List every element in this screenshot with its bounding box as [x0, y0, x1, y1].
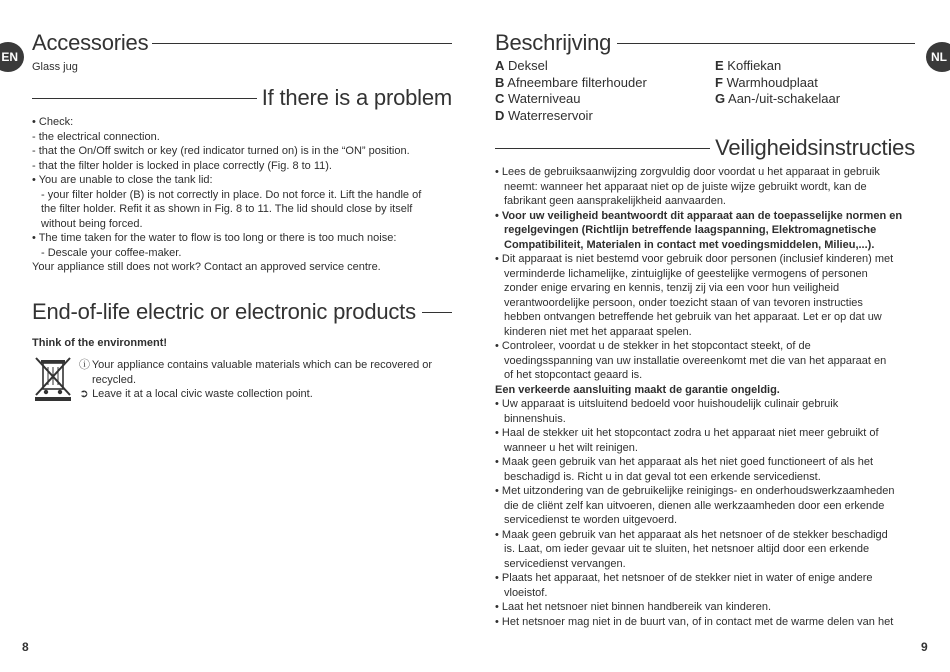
safety-line: • Het netsnoer mag niet in de buurt van, of in contact met de warme delen van het — [495, 615, 894, 628]
safety-line: die de cliënt zelf kan uitvoeren, dienen alle werkzaamheden door een erkende — [504, 499, 885, 512]
eol-info — [79, 358, 459, 402]
safety-heading — [495, 135, 915, 161]
crossed-bin-icon — [33, 355, 73, 401]
safety-line: voedingsspanning van uw installatie overeenkomt met die van het apparaat en — [504, 354, 887, 367]
part-item: F Warmhoudplaat — [715, 74, 818, 90]
info-icon: ⓘ — [79, 359, 90, 371]
safety-line: regelgevingen (Richtlijn betreffende laagspanning, Elektromagnetische — [504, 224, 877, 236]
problem-line: the filter holder. Refit it as shown in Fig. 8 to 11. The lid should close by itself — [41, 203, 413, 215]
safety-line: Compatibiliteit, Materialen in contact met voedingsmiddelen, Milieu,...). — [504, 238, 875, 251]
part-item: E Koffiekan — [715, 58, 782, 73]
part-item: A Deksel — [495, 58, 548, 73]
accessories-heading — [32, 30, 452, 56]
safety-line: is. Laat, om ieder gevaar uit te sluiten, het netsnoer altijd door een erkende — [504, 543, 870, 555]
problem-line: Your appliance still does not work? Contact an approved service centre. — [32, 261, 381, 273]
problem-heading — [32, 85, 452, 111]
eol-subtitle: Think of the environment! — [32, 337, 168, 349]
problem-line: • Check: — [32, 116, 74, 128]
safety-line: • Haal de stekker uit het stopcontact zodra u het apparaat niet meer gebruikt of — [495, 427, 879, 439]
safety-line: beschadigd is. Richt u in dat geval tot een erkende servicedienst. — [504, 470, 821, 483]
problem-line: - the electrical connection. — [32, 130, 160, 143]
page-number: 8 — [22, 640, 29, 654]
safety-line: • Voor uw veiligheid beantwoordt dit apparaat aan de toepasselijke normen en — [495, 209, 903, 222]
page-right — [475, 0, 950, 672]
heading-rule — [422, 312, 452, 313]
problem-line: • The time taken for the water to flow is too long or there is too much noise: — [32, 232, 397, 244]
safety-title: Veiligheidsinstructies — [715, 135, 915, 160]
parts-column-right — [715, 58, 840, 108]
safety-line: • Plaats het apparaat, het netsnoer of de stekker niet in water of enige andere — [495, 572, 873, 584]
parts-column-left — [495, 58, 647, 124]
problem-list — [32, 115, 457, 275]
eol-heading — [32, 299, 452, 325]
language-tab-nl: NL — [926, 42, 950, 72]
eol-line: recycled. — [92, 373, 137, 386]
part-item: C Waterniveau — [495, 91, 581, 106]
problem-line: - that the On/Off switch or key (red indicator turned on) is in the “ON” position. — [32, 145, 410, 157]
safety-line: • Controleer, voordat u de stekker in het stopcontact steekt, of de — [495, 340, 811, 352]
safety-line: vloeistof. — [504, 586, 548, 599]
problem-line: • You are unable to close the tank lid: — [32, 174, 213, 186]
problem-line: - that the filter holder is locked in place correctly (Fig. 8 to 11). — [32, 159, 332, 172]
language-tab-en: EN — [0, 42, 24, 72]
safety-line: • Laat het netsnoer niet binnen handbereik van kinderen. — [495, 601, 771, 613]
safety-line: servicedienst vervangen. — [504, 557, 626, 570]
safety-line: kinderen niet met het apparaat spelen. — [504, 325, 692, 338]
safety-line: wanneer u het wilt reinigen. — [504, 441, 638, 454]
safety-line: • Maak geen gebruik van het apparaat als het netsnoer of de stekker beschadigd — [495, 528, 888, 541]
safety-line: verantwoordelijke persoon, onder toezicht staan of van tevoren instructies — [504, 296, 863, 309]
safety-line: • Dit apparaat is niet bestemd voor gebruik door personen (inclusief kinderen) met — [495, 253, 894, 265]
safety-line: binnenshuis. — [504, 412, 566, 425]
page-number: 9 — [921, 640, 928, 654]
heading-rule — [152, 43, 452, 44]
part-item: B Afneembare filterhouder — [495, 74, 647, 90]
accessories-title: Accessories — [32, 30, 149, 55]
safety-line: Een verkeerde aansluiting maakt de garantie ongeldig. — [495, 383, 780, 396]
safety-line: servicedienst te worden uitgevoerd. — [504, 514, 678, 526]
heading-rule — [32, 98, 257, 99]
problem-line: - Descale your coffee-maker. — [41, 246, 182, 259]
heading-rule — [617, 43, 915, 44]
description-heading — [495, 30, 915, 56]
eol-title: End-of-life electric or electronic products — [32, 299, 416, 324]
eol-line — [79, 387, 459, 402]
problem-title: If there is a problem — [261, 85, 452, 110]
safety-line: • Uw apparaat is uitsluitend bedoeld voor huishoudelijk culinair gebruik — [495, 398, 839, 410]
safety-line: zonder enige ervaring en kennis, tenzij zij via een voor hun veiligheid — [504, 282, 840, 294]
safety-list — [495, 165, 925, 629]
heading-rule — [495, 148, 710, 149]
eol-line — [79, 358, 459, 373]
safety-line: neemt: wanneer het apparaat niet op de juiste wijze gebruikt wordt, kan de — [504, 180, 867, 193]
eol-line-text: Your appliance contains valuable materials which can be recovered or — [91, 359, 433, 371]
description-title: Beschrijving — [495, 30, 612, 55]
accessories-text: Glass jug — [32, 61, 78, 73]
safety-line: • Lees de gebruiksaanwijzing zorgvuldig door voordat u het apparaat in gebruik — [495, 166, 880, 178]
problem-line: - your filter holder (B) is not correctly in place. Do not force it. Lift the handle of — [41, 188, 422, 201]
safety-line: • Maak geen gebruik van het apparaat als het niet goed functioneert of als het — [495, 456, 874, 468]
part-item: G Aan-/uit-schakelaar — [715, 91, 841, 106]
safety-line: fabrikant geen aansprakelijkheid aanvaarden. — [504, 195, 726, 207]
eol-line-text: Leave it at a local civic waste collection point. — [92, 388, 313, 400]
arrow-right-icon: ➲ — [79, 388, 89, 400]
safety-line: hebben ontvangen betreffende het gebruik van het apparaat. Let er op dat uw — [504, 311, 882, 323]
safety-line: of het stopcontact geaard is. — [504, 369, 643, 381]
safety-line: verminderde lichamelijke, zintuiglijke of geestelijke vermogens of personen — [504, 267, 868, 280]
safety-line: • Met uitzondering van de gebruikelijke reinigings- en onderhoudswerkzaamheden — [495, 485, 895, 497]
problem-line: without being forced. — [41, 217, 143, 230]
part-item: D Waterreservoir — [495, 107, 593, 123]
